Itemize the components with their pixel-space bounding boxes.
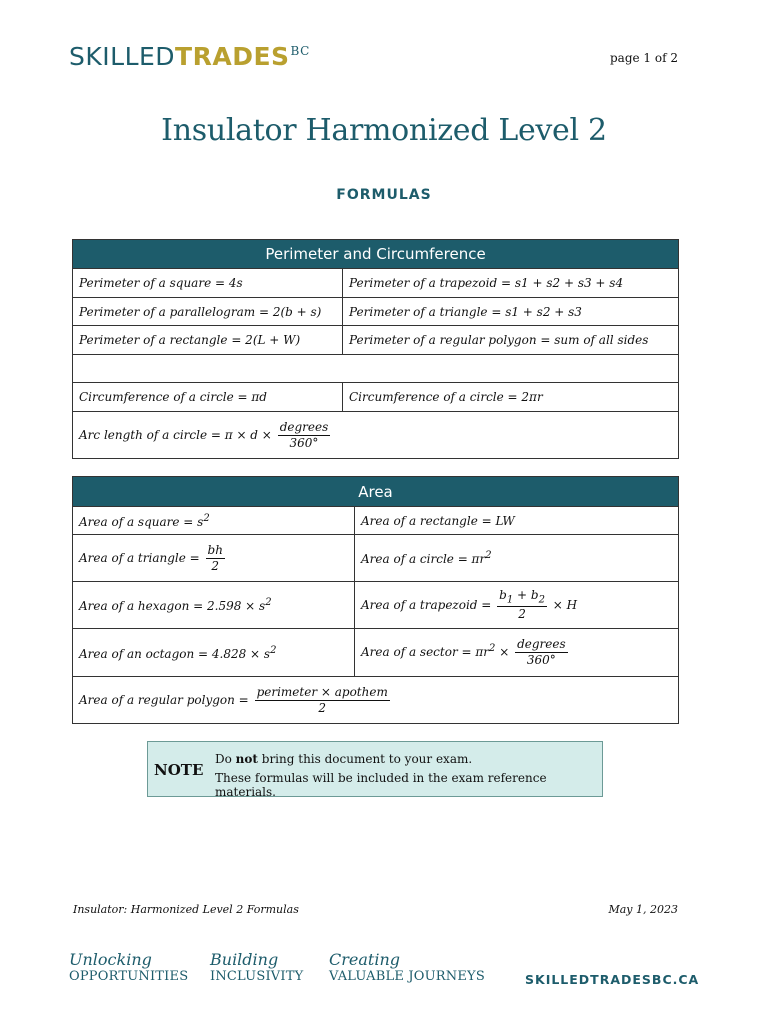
tagline-1-italic: Unlocking — [69, 950, 152, 969]
note-line-2: These formulas will be included in the exam reference materials. — [215, 771, 547, 799]
area-sector-text: Area of a sector = πr — [361, 645, 489, 659]
note-line-1-end: bring this document to your exam. — [257, 752, 473, 766]
area-polygon-den: 2 — [318, 700, 327, 715]
tagline-opportunities — [69, 951, 188, 985]
tagline-3-caps: VALUABLE JOURNEYS — [329, 969, 485, 984]
area-square-exp: 2 — [203, 512, 210, 524]
formula-area-square — [73, 507, 355, 535]
arc-prefix: Arc length of a circle = π × d × — [79, 427, 276, 442]
area-triangle-text: Area of a triangle = — [79, 550, 204, 565]
tagline-journeys — [329, 951, 485, 985]
formula-perimeter-regular-polygon: Perimeter of a regular polygon = sum of all sides — [343, 326, 679, 355]
page-title: Insulator Harmonized Level 2 — [161, 113, 607, 148]
area-heading: Area — [73, 477, 679, 507]
note-box — [147, 741, 603, 797]
area-octagon-exp: 2 — [270, 644, 277, 656]
formula-arc-length — [73, 412, 679, 459]
formula-perimeter-parallelogram: Perimeter of a parallelogram = 2(b + s) — [73, 298, 343, 326]
logo — [69, 42, 310, 71]
area-triangle-num: bh — [207, 542, 223, 557]
area-trapezoid-fraction — [497, 588, 547, 623]
area-trapezoid-suffix: × H — [548, 597, 578, 612]
area-trapezoid-den: 2 — [518, 607, 526, 622]
footer-date: May 1, 2023 — [608, 903, 678, 916]
formula-perimeter-rectangle: Perimeter of a rectangle = 2(L + W) — [73, 326, 343, 355]
note-line-1-start: Do — [215, 752, 236, 766]
area-triangle-fraction — [206, 543, 225, 574]
area-hexagon-exp: 2 — [265, 597, 272, 608]
note-line-1-bold: not — [235, 752, 258, 766]
trap-sub1: 1 — [506, 593, 514, 605]
arc-denominator: 360° — [289, 435, 319, 450]
formula-area-regular-polygon — [73, 677, 679, 724]
area-circle-text: Area of a circle = πr — [361, 552, 486, 566]
area-sector-den: 360° — [526, 653, 556, 667]
tagline-2-caps: INCLUSIVITY — [210, 969, 304, 984]
logo-trades: TRADES — [175, 42, 290, 71]
formula-area-sector — [355, 629, 679, 677]
area-polygon-num: perimeter × apothem — [256, 684, 388, 699]
area-hexagon-text: Area of a hexagon = 2.598 × s — [79, 599, 266, 613]
trap-sub2: 2 — [538, 593, 545, 605]
website-link[interactable]: SKILLEDTRADESBC.CA — [525, 972, 700, 987]
area-sector-exp: 2 — [489, 643, 496, 654]
area-trapezoid-text: Area of a trapezoid = — [361, 597, 496, 612]
tagline-1-caps: OPPORTUNITIES — [69, 969, 189, 984]
tagline-2-italic: Building — [210, 950, 279, 969]
page-subtitle: FORMULAS — [336, 187, 432, 203]
area-triangle-den: 2 — [211, 558, 220, 573]
formula-area-octagon — [73, 629, 355, 677]
footer-document-name: Insulator: Harmonized Level 2 Formulas — [73, 903, 299, 916]
logo-bc: BC — [290, 44, 310, 58]
formula-area-rectangle: Area of a rectangle = LW — [355, 507, 679, 535]
area-polygon-text: Area of a regular polygon = — [79, 692, 253, 707]
note-label: NOTE — [154, 761, 204, 779]
area-table — [72, 476, 679, 724]
formula-perimeter-triangle: Perimeter of a triangle = s1 + s2 + s3 — [343, 298, 679, 326]
arc-fraction — [278, 420, 331, 451]
perimeter-heading: Perimeter and Circumference — [73, 240, 679, 269]
formula-perimeter-square: Perimeter of a square = 4s — [73, 269, 343, 298]
area-sector-num: degrees — [517, 637, 566, 651]
note-line-1 — [215, 752, 472, 766]
area-octagon-text: Area of an octagon = 4.828 × s — [79, 646, 271, 661]
area-sector-times: × — [495, 645, 514, 659]
perimeter-table — [72, 239, 679, 459]
formula-circumference-r: Circumference of a circle = 2πr — [343, 383, 679, 412]
trap-b1: b — [499, 587, 507, 602]
formula-circumference-d: Circumference of a circle = πd — [73, 383, 343, 412]
tagline-3-italic: Creating — [329, 950, 400, 969]
area-square-text: Area of a square = s — [79, 514, 204, 529]
page-number: page 1 of 2 — [610, 51, 678, 65]
formula-area-triangle — [73, 535, 355, 582]
arc-numerator: degrees — [279, 419, 329, 434]
formula-area-trapezoid — [355, 582, 679, 629]
logo-skilled: SKILLED — [69, 42, 176, 71]
area-sector-fraction — [515, 637, 568, 668]
area-trapezoid-num — [497, 588, 547, 608]
formula-area-hexagon — [73, 582, 355, 629]
area-polygon-fraction — [255, 685, 390, 716]
area-circle-exp: 2 — [485, 550, 492, 561]
formula-area-circle — [355, 535, 679, 582]
trap-plus-b2: + b — [513, 587, 539, 602]
formula-perimeter-trapezoid: Perimeter of a trapezoid = s1 + s2 + s3 + s4 — [343, 269, 679, 298]
empty-row — [73, 355, 679, 383]
tagline-inclusivity — [210, 951, 303, 985]
